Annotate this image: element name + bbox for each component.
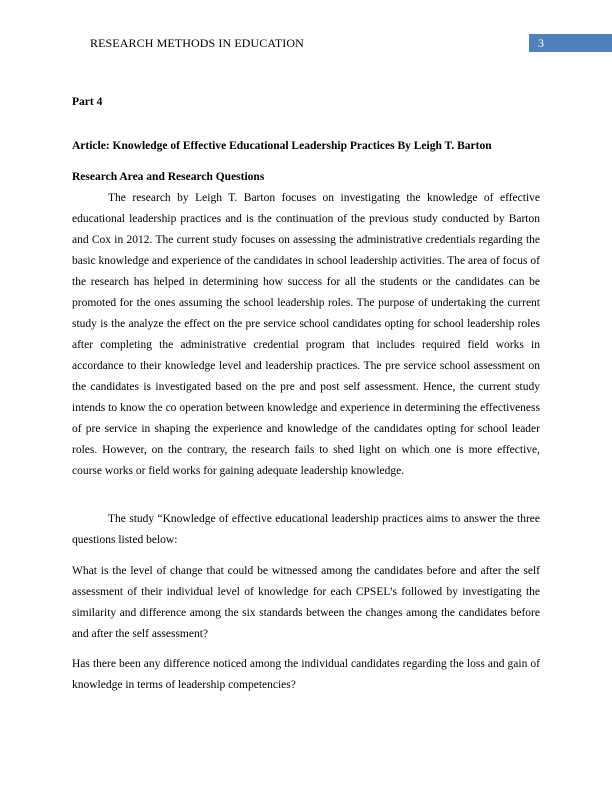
article-heading: Article: Knowledge of Effective Educational Leadership Practices By Leigh T. Barton <box>72 140 492 152</box>
research-question-1: What is the level of change that could be witnessed among the candidates before and after the self assessment of their individual level of knowledge for each CPSEL’s followed by investigating the similarity and difference among the six standards between the changes among the candidates before and after the self assessment? <box>72 565 540 640</box>
research-question-2: Has there been any difference noticed among the individual candidates regarding the loss and gain of knowledge in terms of leadership competencies? <box>72 658 540 691</box>
part-heading: Part 4 <box>72 96 103 108</box>
header-title: RESEARCH METHODS IN EDUCATION <box>90 36 304 50</box>
section-heading: Research Area and Research Questions <box>72 171 265 183</box>
body-paragraph-1: The research by Leigh T. Barton focuses on investigating the knowledge of effective educational leadership practices and is the continuation of the previous study conducted by Barton and Cox in 2012. The current study focuses on assessing the administrative credentials regarding the basic knowledge and experience of the candidates in school leadership activities. The area of focus of the research has helped in determining how success for all the students or the candidates can be promoted for the ones assuming the school leadership roles. The purpose of undertaking the current study is the analyze the effect on the pre service school candidates opting for school leadership roles after completing the administrative credential program that includes required field works in accordance to their knowledge level and leadership practices. The pre service school assessment on the candidates is investigated based on the pre and post self assessment. Hence, the current study intends to know the co operation between knowledge and experience in determining the effectiveness of pre service in shaping the experience and knowledge of the candidates opting for school leader roles. However, on the contrary, the research fails to shed light on which one is more effective, course works or field works for gaining adequate leadership knowledge. <box>72 192 540 477</box>
page-number: 3 <box>538 36 544 50</box>
page-number-badge <box>529 34 612 52</box>
body-paragraph-2: The study “Knowledge of effective educational leadership practices aims to answer the three questions listed below: <box>72 513 540 546</box>
